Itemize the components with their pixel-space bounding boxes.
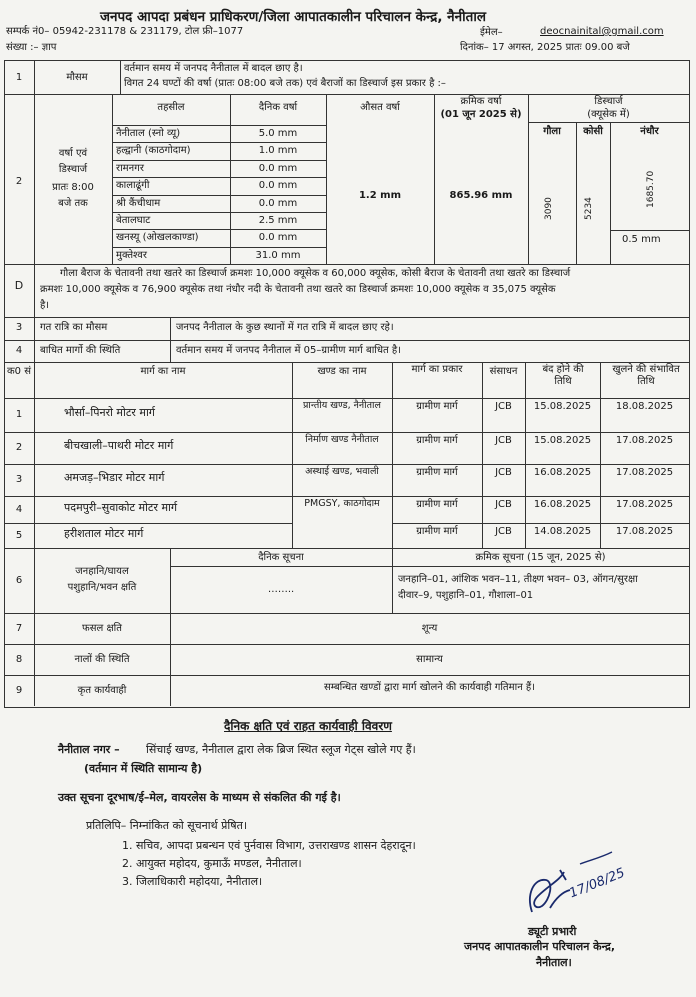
row6-number: 6 xyxy=(15,575,23,586)
casualty-label-2: पशुहानि/भवन क्षति xyxy=(67,582,137,593)
nandhaur-rain: 0.5 mm xyxy=(622,234,661,245)
last-night-weather-label: गत रात्रि का मौसम xyxy=(40,322,108,333)
tehsil-name: कालाढूंगी xyxy=(116,180,150,191)
road-open-date: 17.08.2025 xyxy=(615,435,674,446)
tehsil-header: तहसील xyxy=(157,102,185,113)
email-address: deocnainital@gmail.com xyxy=(540,26,664,37)
weather-rain-intro: विगत 24 घण्टों की वर्षा (प्रातः 08:00 बजे तक) एवं बैराजों का डिस्चार्ज इस प्रकार है :– xyxy=(124,78,446,89)
warning-discharge-line1: गौला बैराज के चेतावनी तथा खतरे का डिस्चार्ज क्रमशः 10,000 क्यूसेक व 60,000 क्यूसेक, कोसी बैराज के चेतावनी तथा खतरे का डिस्चार्ज xyxy=(60,268,571,279)
warning-discharge-line3: है। xyxy=(40,300,50,311)
duty-incharge-title: ड्यूटी प्रभारी xyxy=(528,925,577,938)
daily-rain-header: दैनिक वर्षा xyxy=(258,102,298,113)
relief-heading: दैनिक क्षति एवं राहत कार्यवाही विवरण xyxy=(224,719,392,733)
road-block: PMGSY, काठगोदाम xyxy=(304,498,380,509)
road-closed-date-header: बंद होने की तिथि xyxy=(542,364,584,387)
road-name: पदमपुरी–सुवाकोट मोटर मार्ग xyxy=(64,501,178,514)
row2-number: 2 xyxy=(15,176,23,187)
road-resource: JCB xyxy=(495,401,512,412)
road-type: ग्रामीण मार्ग xyxy=(416,526,458,537)
road-closed-date: 16.08.2025 xyxy=(533,467,592,478)
road-type: ग्रामीण मार्ग xyxy=(416,499,458,510)
gaula-discharge: 3090 xyxy=(544,197,554,220)
row7-number: 7 xyxy=(15,623,23,634)
road-row-number: 3 xyxy=(15,474,23,485)
casualty-label-1: जनहानि/घायल xyxy=(75,566,129,577)
rain-label-3: प्रातः 8:00 xyxy=(52,182,94,193)
drain-status-value: सामान्य xyxy=(416,654,443,665)
nandhaur-header: नंधौर xyxy=(640,126,659,137)
road-open-date: 17.08.2025 xyxy=(615,499,674,510)
road-type: ग्रामीण मार्ग xyxy=(416,401,458,412)
row1-number: 1 xyxy=(15,72,23,83)
row4-number: 4 xyxy=(15,345,23,356)
road-open-date: 18.08.2025 xyxy=(615,401,674,412)
average-rain-header: औसत वर्षा xyxy=(360,102,400,113)
tehsil-name: खनस्यू (ओखलकाण्डा) xyxy=(116,232,199,243)
road-closed-date: 15.08.2025 xyxy=(533,435,592,446)
drain-status-label: नालों की स्थिति xyxy=(74,654,130,665)
road-name: अमजड़–भिडार मोटर मार्ग xyxy=(64,471,165,484)
road-row-number: 2 xyxy=(15,442,23,453)
action-taken-value: सम्बन्धित खण्डों द्वारा मार्ग खोलने की कार्यवाही गतिमान हैं। xyxy=(323,682,536,693)
tehsil-daily-rain: 31.0 mm xyxy=(255,250,301,261)
rain-label-1: वर्षा एवं xyxy=(58,148,88,159)
tehsil-daily-rain: 2.5 mm xyxy=(258,215,298,226)
signature-date: 17/08/25 xyxy=(567,865,628,902)
cumulative-rain-value: 865.96 mm xyxy=(449,190,513,201)
road-row-number: 4 xyxy=(15,504,23,515)
nainital-city-text: सिंचाई खण्ड, नैनीताल द्वारा लेक ब्रिज स्थित स्लूज गेट्स खोले गए हैं। xyxy=(146,743,416,756)
road-closed-date: 14.08.2025 xyxy=(533,526,592,537)
discharge-unit: (क्यूसेक में) xyxy=(587,109,630,120)
road-open-date: 17.08.2025 xyxy=(615,467,674,478)
road-closed-date: 16.08.2025 xyxy=(533,499,592,510)
discharge-header: डिस्चार्ज xyxy=(594,96,623,107)
report-date: दिनांक– 17 अगस्त, 2025 प्रातः 09.00 बजे xyxy=(460,42,630,53)
road-open-date-header: खुलने की संभावित तिथि xyxy=(612,364,680,387)
roads-sn-header: क0 सं xyxy=(7,366,31,377)
blocked-roads-label: बाधित मार्गो की स्थिति xyxy=(40,345,121,356)
compiled-note: उक्त सूचना दूरभाष/ई–मेल, वायरलेस के माध्यम से संकलित की गई है। xyxy=(58,791,341,804)
road-resource: JCB xyxy=(495,526,512,537)
rain-label-2: डिस्चार्ज xyxy=(58,164,88,175)
road-row-number: 5 xyxy=(15,530,23,541)
road-type: ग्रामीण मार्ग xyxy=(416,467,458,478)
memo-number: संख्या :– ज्ञाप xyxy=(6,42,57,53)
road-closed-date: 15.08.2025 xyxy=(533,401,592,412)
road-type: ग्रामीण मार्ग xyxy=(416,435,458,446)
cumulative-info-header: क्रमिक सूचना (15 जून, 2025 से) xyxy=(475,552,606,563)
cumulative-info-line1: जनहानि–01, आंशिक भवन–11, तीक्ष्ण भवन– 03, ऑगन/सुरक्षा xyxy=(398,574,638,585)
warning-discharge-line2: क्रमशः 10,000 क्यूसेक व 76,900 क्यूसेक तथा नंधौर नदी के चेतावनी तथा खतरे का डिस्चार्ज क्रमशः 10,000 क्यूसेक व 35,075 क्यूसेक xyxy=(40,284,556,295)
copy-recipient-1: 1. सचिव, आपदा प्रबन्धन एवं पुर्नवास विभाग, उत्तराखण्ड शासन देहरादून। xyxy=(122,839,416,852)
weather-label: मौसम xyxy=(66,72,88,83)
kosi-discharge: 5234 xyxy=(584,197,594,220)
email-label: ईमेल– xyxy=(480,27,503,38)
row3-number: 3 xyxy=(15,322,23,333)
road-block-header: खण्ड का नाम xyxy=(317,366,367,377)
road-name: बीचखाली–पाथरी मोटर मार्ग xyxy=(64,439,174,452)
tehsil-name: नैनीताल (स्नो व्यू) xyxy=(116,128,181,139)
weather-current: वर्तमान समय में जनपद नैनीताल में बादल छाए है। xyxy=(124,63,303,74)
tehsil-name: श्री कैंचीधाम xyxy=(116,198,161,209)
tehsil-daily-rain: 5.0 mm xyxy=(258,128,298,139)
cumulative-rain-header: क्रमिक वर्षा xyxy=(460,96,502,107)
tehsil-name: रामनगर xyxy=(116,163,144,174)
road-block: प्रान्तीय खण्ड, नैनीताल xyxy=(303,400,381,411)
blocked-roads-text: वर्तमान समय में जनपद नैनीताल में 05–ग्रामीण मार्ग बाधित है। xyxy=(176,345,402,356)
nainital-city-label: नैनीताल नगर – xyxy=(58,743,120,756)
cumulative-rain-subheader: (01 जून 2025 से) xyxy=(440,109,522,120)
row8-number: 8 xyxy=(15,654,23,665)
road-type-header: मार्ग का प्रकार xyxy=(411,364,463,375)
road-resource: JCB xyxy=(495,467,512,478)
document-title: जनपद आपदा प्रबंधन प्राधिकरण/जिला आपातकालीन परिचालन केन्द्र, नैनीताल xyxy=(100,9,487,25)
copy-recipient-2: 2. आयुक्त महोदय, कुमाऊँ मण्डल, नैनीताल। xyxy=(122,857,302,870)
action-taken-label: कृत कार्यवाही xyxy=(77,685,127,696)
row9-number: 9 xyxy=(15,685,23,696)
contact-numbers: सम्पर्क नं0– 05942-231178 & 231179, टोल फ्री–1077 xyxy=(6,26,244,37)
tehsil-daily-rain: 1.0 mm xyxy=(258,145,298,156)
road-resource-header: संसाधन xyxy=(489,366,518,377)
road-block: अस्थाई खण्ड, भवाली xyxy=(305,466,379,477)
average-rain-value: 1.2 mm xyxy=(358,190,402,201)
road-name: हरीशताल मोटर मार्ग xyxy=(64,527,144,540)
road-open-date: 17.08.2025 xyxy=(615,526,674,537)
tehsil-name: मुक्तेश्वर xyxy=(116,250,147,261)
tehsil-name: बेतालघाट xyxy=(116,215,151,226)
cumulative-info-line2: दीवार–9, पशुहानि–01, गौशाला–01 xyxy=(398,590,534,601)
road-name-header: मार्ग का नाम xyxy=(140,366,186,377)
tehsil-daily-rain: 0.0 mm xyxy=(258,180,298,191)
crop-loss-value: शून्य xyxy=(421,623,438,634)
kosi-header: कोसी xyxy=(583,126,603,137)
rowD-marker: D xyxy=(14,279,24,292)
tehsil-daily-rain: 0.0 mm xyxy=(258,198,298,209)
daily-info-value: …….. xyxy=(267,584,295,595)
road-block: निर्माण खण्ड नैनीताल xyxy=(305,434,379,445)
tehsil-name: हल्द्वानी (काठगोदाम) xyxy=(116,145,191,156)
road-row-number: 1 xyxy=(15,409,23,420)
rain-label-4: बजे तक xyxy=(58,198,88,209)
tehsil-daily-rain: 0.0 mm xyxy=(258,232,298,243)
daily-info-header: दैनिक सूचना xyxy=(258,552,304,563)
nainital-city-status: (वर्तमान में स्थिति सामान्य है) xyxy=(84,762,203,775)
last-night-weather-text: जनपद नैनीताल के कुछ स्थानों में गत रात्रि में बादल छाए रहे। xyxy=(176,322,394,333)
signatory-place: नैनीताल। xyxy=(536,956,572,969)
crop-loss-label: फसल क्षति xyxy=(82,623,122,634)
copy-recipient-3: 3. जिलाधिकारी महोदया, नैनीताल। xyxy=(122,875,263,888)
nandhaur-discharge: 1685.70 xyxy=(646,170,656,208)
road-resource: JCB xyxy=(495,435,512,446)
tehsil-daily-rain: 0.0 mm xyxy=(258,163,298,174)
road-name: भौर्सा–पिनरो मोटर मार्ग xyxy=(64,406,155,419)
road-resource: JCB xyxy=(495,499,512,510)
gaula-header: गौला xyxy=(543,126,561,137)
copy-to-heading: प्रतिलिपि– निम्नांकित को सूचनार्थ प्रेषित। xyxy=(86,819,248,832)
signatory-organization: जनपद आपातकालीन परिचालन केन्द्र, xyxy=(464,940,616,953)
